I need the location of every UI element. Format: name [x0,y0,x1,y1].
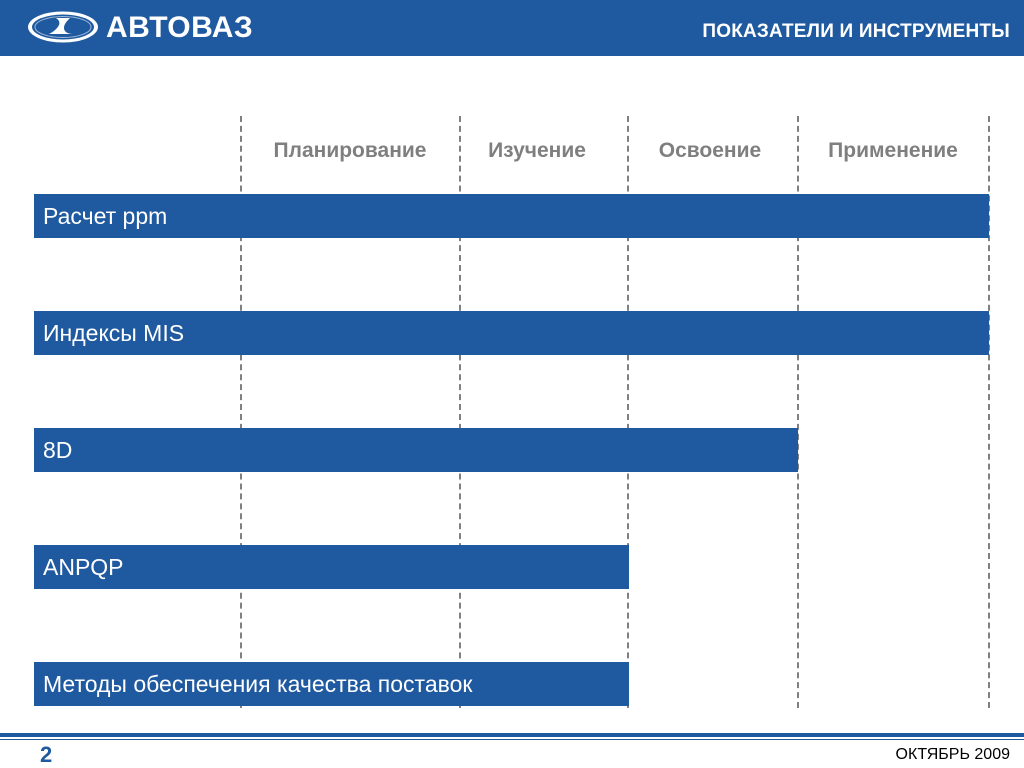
footer-rule [0,739,1024,740]
tool-bar-8d: 8D [34,428,798,472]
stage-header-study: Изучение [488,139,586,162]
stage-header-application: Применение [828,139,958,162]
lada-logo-icon [26,10,100,44]
slide-title: ПОКАЗАТЕЛИ И ИНСТРУМЕНТЫ [702,21,1010,42]
tool-bar-mis: Индексы MIS [34,311,989,355]
stage-header-planning: Планирование [273,139,427,162]
footer-date: ОКТЯБРЬ 2009 [895,746,1010,763]
tool-bar-anpqp: ANPQP [34,545,629,589]
tool-bar-ppm: Расчет ppm [34,194,989,238]
stage-header-mastering: Освоение [658,139,762,162]
header-bar [0,0,1024,56]
tool-bar-supply-quality-methods: Методы обеспечения качества поставок [34,662,629,706]
footer-rule [0,733,1024,737]
brand-name: АВТОВАЗ [106,11,254,44]
page-number: 2 [40,742,53,767]
